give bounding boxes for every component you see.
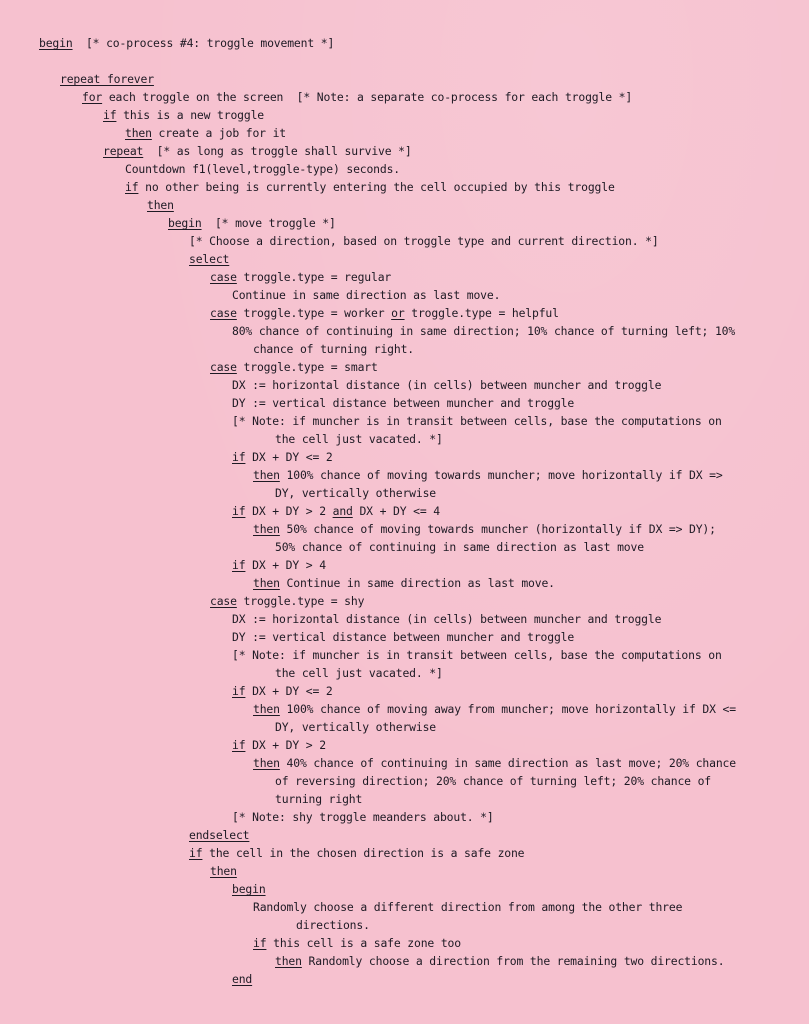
line-text: DX + DY > 2	[245, 504, 333, 518]
code-line	[125, 126, 286, 140]
code-line	[232, 324, 735, 338]
keyword: if	[232, 738, 246, 752]
code-line	[275, 540, 644, 554]
line-text: this cell is a safe zone too	[266, 936, 461, 950]
code-line	[232, 630, 574, 644]
keyword: then	[253, 576, 280, 590]
line-text: DX + DY <= 4	[352, 504, 440, 518]
code-line	[168, 216, 336, 230]
line-text: 100% chance of moving towards muncher; move horizontally if DX =>	[279, 468, 723, 482]
keyword: if	[232, 450, 246, 464]
keyword: then	[275, 954, 302, 968]
line-text: [* co-process #4: troggle movement *]	[72, 36, 335, 50]
keyword: for	[82, 90, 103, 104]
keyword: case	[210, 360, 237, 374]
line-text: Continue in same direction as last move.	[232, 288, 501, 302]
code-line	[210, 306, 559, 320]
code-line	[253, 342, 414, 356]
code-line	[189, 846, 524, 860]
line-text: DY := vertical distance between muncher and troggle	[232, 630, 575, 644]
code-line	[210, 360, 378, 374]
keyword: then	[253, 468, 280, 482]
code-line	[232, 684, 333, 698]
line-text: DX + DY <= 2	[245, 450, 333, 464]
line-text: each troggle on the screen [* Note: a separate co-process for each troggle *]	[102, 90, 633, 104]
keyword: select	[189, 252, 230, 266]
code-line	[253, 702, 736, 716]
line-text: troggle.type = regular	[236, 270, 392, 284]
code-line	[232, 450, 333, 464]
line-text: troggle.type = smart	[236, 360, 378, 374]
code-line	[103, 144, 412, 158]
keyword: then	[253, 702, 280, 716]
code-line	[82, 90, 632, 104]
line-text: 50% chance of moving towards muncher (horizontally if DX => DY);	[279, 522, 716, 536]
keyword: begin	[39, 36, 73, 50]
line-text: Randomly choose a direction from the remaining two directions.	[301, 954, 725, 968]
code-line	[296, 918, 370, 932]
line-text: troggle.type = worker	[236, 306, 392, 320]
line-text: chance of turning right.	[253, 342, 414, 356]
code-line	[147, 198, 174, 212]
code-line	[232, 612, 661, 626]
code-line	[253, 468, 723, 482]
code-line	[275, 666, 443, 680]
line-text: [* Note: if muncher is in transit between cells, base the computations on	[232, 414, 722, 428]
keyword: or	[391, 306, 405, 320]
line-text: DX + DY > 4	[245, 558, 326, 572]
keyword: case	[210, 270, 237, 284]
keyword: if	[232, 504, 246, 518]
keyword: repeat forever	[60, 72, 154, 86]
line-text: 40% chance of continuing in same direction as last move; 20% chance	[279, 756, 736, 770]
line-text: [* move troggle *]	[201, 216, 336, 230]
code-line	[232, 738, 326, 752]
line-text: DX := horizontal distance (in cells) between muncher and troggle	[232, 612, 662, 626]
keyword: repeat	[103, 144, 144, 158]
keyword: then	[253, 522, 280, 536]
code-line	[232, 558, 326, 572]
line-text: 80% chance of continuing in same direction; 10% chance of turning left; 10%	[232, 324, 736, 338]
code-line	[210, 864, 237, 878]
keyword: case	[210, 594, 237, 608]
code-line	[275, 954, 724, 968]
line-text: [* Note: if muncher is in transit between cells, base the computations on	[232, 648, 722, 662]
line-text: turning right	[275, 792, 363, 806]
code-line	[275, 720, 436, 734]
line-text: DY := vertical distance between muncher and troggle	[232, 396, 575, 410]
line-text: 50% chance of continuing in same direction as last move	[275, 540, 644, 554]
keyword: if	[253, 936, 267, 950]
code-line	[253, 756, 736, 770]
code-line	[125, 180, 615, 194]
code-line	[189, 252, 229, 266]
code-line	[253, 522, 716, 536]
line-text: [* Note: shy troggle meanders about. *]	[232, 810, 494, 824]
code-line	[210, 594, 364, 608]
line-text: DY, vertically otherwise	[275, 720, 436, 734]
keyword: then	[147, 198, 174, 212]
code-line	[103, 108, 264, 122]
keyword: if	[189, 846, 203, 860]
code-line	[253, 576, 555, 590]
code-line	[232, 414, 722, 428]
code-line	[275, 486, 436, 500]
code-line	[39, 36, 334, 50]
code-line	[232, 810, 494, 824]
line-text: Countdown f1(level,troggle-type) seconds.	[125, 162, 401, 176]
line-text: troggle.type = helpful	[404, 306, 559, 320]
line-text: the cell in the chosen direction is a safe zone	[202, 846, 525, 860]
line-text: of reversing direction; 20% chance of turning left; 20% chance of	[275, 774, 712, 788]
line-text: this is a new troggle	[116, 108, 264, 122]
keyword: endselect	[189, 828, 250, 842]
code-line	[189, 234, 659, 248]
keyword: if	[232, 558, 246, 572]
line-text: DX := horizontal distance (in cells) between muncher and troggle	[232, 378, 662, 392]
line-text: the cell just vacated. *]	[275, 666, 443, 680]
code-line	[232, 396, 574, 410]
line-text: troggle.type = shy	[236, 594, 365, 608]
code-line	[232, 882, 266, 896]
code-line	[125, 162, 400, 176]
line-text: Randomly choose a different direction from among the other three	[253, 900, 683, 914]
keyword: begin	[168, 216, 202, 230]
code-line	[210, 270, 391, 284]
code-line	[275, 432, 443, 446]
keyword: if	[125, 180, 139, 194]
code-line	[232, 648, 722, 662]
keyword: and	[332, 504, 353, 518]
line-text: Continue in same direction as last move.	[279, 576, 555, 590]
keyword: case	[210, 306, 237, 320]
line-text: DY, vertically otherwise	[275, 486, 436, 500]
line-text: the cell just vacated. *]	[275, 432, 443, 446]
keyword: if	[103, 108, 117, 122]
code-line	[60, 72, 154, 86]
keyword: end	[232, 972, 253, 986]
keyword: then	[125, 126, 152, 140]
code-line	[275, 774, 711, 788]
keyword: if	[232, 684, 246, 698]
line-text: [* as long as troggle shall survive *]	[143, 144, 412, 158]
line-text: [* Choose a direction, based on troggle type and current direction. *]	[189, 234, 659, 248]
keyword: then	[210, 864, 237, 878]
line-text: directions.	[296, 918, 370, 932]
code-line	[232, 288, 500, 302]
line-text: DX + DY > 2	[245, 738, 326, 752]
line-text: DX + DY <= 2	[245, 684, 333, 698]
keyword: then	[253, 756, 280, 770]
line-text: no other being is currently entering the cell occupied by this troggle	[138, 180, 615, 194]
code-line	[253, 936, 461, 950]
code-line	[275, 792, 362, 806]
code-line	[232, 504, 440, 518]
keyword: begin	[232, 882, 266, 896]
code-line	[189, 828, 249, 842]
code-line	[232, 972, 252, 986]
code-line	[253, 900, 682, 914]
line-text: 100% chance of moving away from muncher; move horizontally if DX <=	[279, 702, 736, 716]
code-line	[232, 378, 661, 392]
line-text: create a job for it	[151, 126, 286, 140]
